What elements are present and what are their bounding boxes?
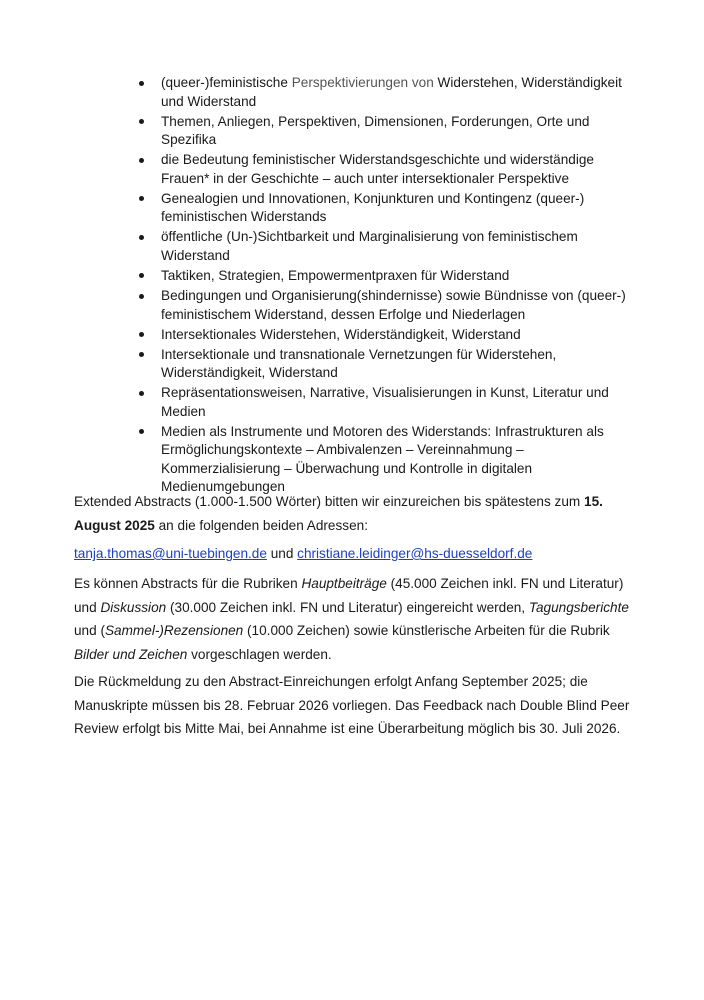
- list-item: [136, 346, 626, 383]
- email-link-thomas[interactable]: tanja.thomas@uni-tuebingen.de: [74, 546, 267, 561]
- list-item: [136, 423, 626, 497]
- bullet-icon: [139, 119, 144, 124]
- topics-bullet-list: [136, 74, 626, 499]
- bullet-icon: [139, 235, 144, 240]
- list-item-text: Medien als Instrumente und Motoren des Widerstands: Infrastrukturen als Ermöglichungskontexte – Ambivalenzen – Vereinnahmung – Kommerzialisierung – Überwachung und Kontrolle in digitalen Medienumgebungen: [161, 423, 604, 495]
- contact-emails-paragraph: [74, 542, 630, 566]
- list-item-text: öffentliche (Un-)Sichtbarkeit und Marginalisierung von feministischem Widerstand: [161, 229, 578, 263]
- list-item-text: Themen, Anliegen, Perspektiven, Dimensionen, Forderungen, Orte und Spezifika: [161, 113, 590, 148]
- email-link-leidinger[interactable]: christiane.leidinger@hs-duesseldorf.de: [297, 546, 533, 561]
- categories-text: (45.000 Zeichen inkl. FN und Literatur) und: [74, 576, 624, 615]
- list-item-text: Repräsentationsweisen, Narrative, Visualisierungen in Kunst, Literatur und Medien: [161, 385, 609, 419]
- list-item: [136, 287, 626, 324]
- categories-text: und (: [74, 623, 105, 638]
- submission-text: an die folgenden beiden Adressen:: [154, 517, 368, 533]
- categories-text: (30.000 Zeichen inkl. FN und Literatur) eingereicht werden,: [166, 599, 529, 615]
- categories-text: (10.000 Zeichen) sowie künstlerische Arbeiten für die Rubrik: [243, 623, 610, 638]
- submission-text: Extended Abstracts (1.000-1.500 Wörter) bitten wir einzureichen bis spätestens zum: [74, 494, 585, 509]
- list-item-text: Intersektionale und transnationale Vernetzungen für Widerstehen, Widerständigkeit, Widerstand: [161, 346, 557, 381]
- categories-text: Es können Abstracts für die Rubriken: [74, 576, 302, 591]
- list-item: [136, 384, 626, 421]
- list-item: [136, 151, 626, 188]
- list-item-text: (queer-)feministische: [161, 75, 292, 90]
- rubric-rezensionen: Sammel-)Rezensionen: [104, 623, 244, 638]
- bullet-icon: [139, 81, 144, 86]
- bullet-icon: [139, 294, 144, 299]
- list-item-text-grey: Perspektivierungen von: [291, 75, 434, 90]
- timeline-paragraph: [74, 670, 630, 741]
- list-item-text: Genealogien und Innovationen, Konjunkturen und Kontingenz (queer-) feministischen Widerstands: [161, 190, 585, 225]
- bullet-icon: [139, 196, 144, 201]
- bullet-icon: [139, 391, 144, 396]
- list-item-text: Taktiken, Strategien, Empowermentpraxen für Widerstand: [161, 267, 510, 283]
- list-item: [136, 74, 626, 111]
- list-item: [136, 190, 626, 227]
- rubric-tagungsberichte: Tagungsberichte: [528, 599, 629, 615]
- bullet-icon: [139, 273, 144, 278]
- categories-text: vorgeschlagen werden.: [187, 646, 332, 662]
- list-item-text: Bedingungen und Organisierung(shindernisse) sowie Bündnisse von (queer-) feministischem Widerstand, dessen Erfolge und Niederlagen: [161, 288, 626, 322]
- bullet-icon: [139, 352, 144, 357]
- list-item-text: Intersektionales Widerstehen, Widerständigkeit, Widerstand: [161, 326, 521, 342]
- bullet-icon: [139, 429, 144, 434]
- contacts-connector: und: [266, 546, 298, 561]
- list-item-text: Widerstehen, Widerständigkeit und Widerstand: [161, 75, 622, 109]
- rubric-diskussion: Diskussion: [100, 599, 167, 615]
- list-item: [136, 267, 626, 286]
- submission-deadline: 15. August 2025: [74, 494, 603, 533]
- categories-paragraph: [74, 572, 630, 666]
- list-item: [136, 113, 626, 150]
- bullet-icon: [139, 332, 144, 337]
- bullet-icon: [139, 158, 144, 163]
- list-item: [136, 326, 626, 345]
- submission-paragraph: [74, 490, 630, 537]
- list-item: [136, 228, 626, 265]
- rubric-hauptbeitraege: Hauptbeiträge: [301, 576, 387, 591]
- list-item-text: die Bedeutung feministischer Widerstandsgeschichte und widerständige Frauen* in der Geschichte – auch unter intersektionaler Perspektive: [161, 152, 594, 186]
- rubric-bilder-und-zeichen: Bilder und Zeichen: [74, 646, 188, 662]
- timeline-text: Die Rückmeldung zu den Abstract-Einreichungen erfolgt Anfang September 2025; die Manuskripte müssen bis 28. Februar 2026 vorliegen. Das Feedback nach Double Blind Peer Review erfolgt bis Mitte Mai, bei Annahme ist eine Überarbeitung möglich bis 30. Juli 2026.: [74, 674, 630, 736]
